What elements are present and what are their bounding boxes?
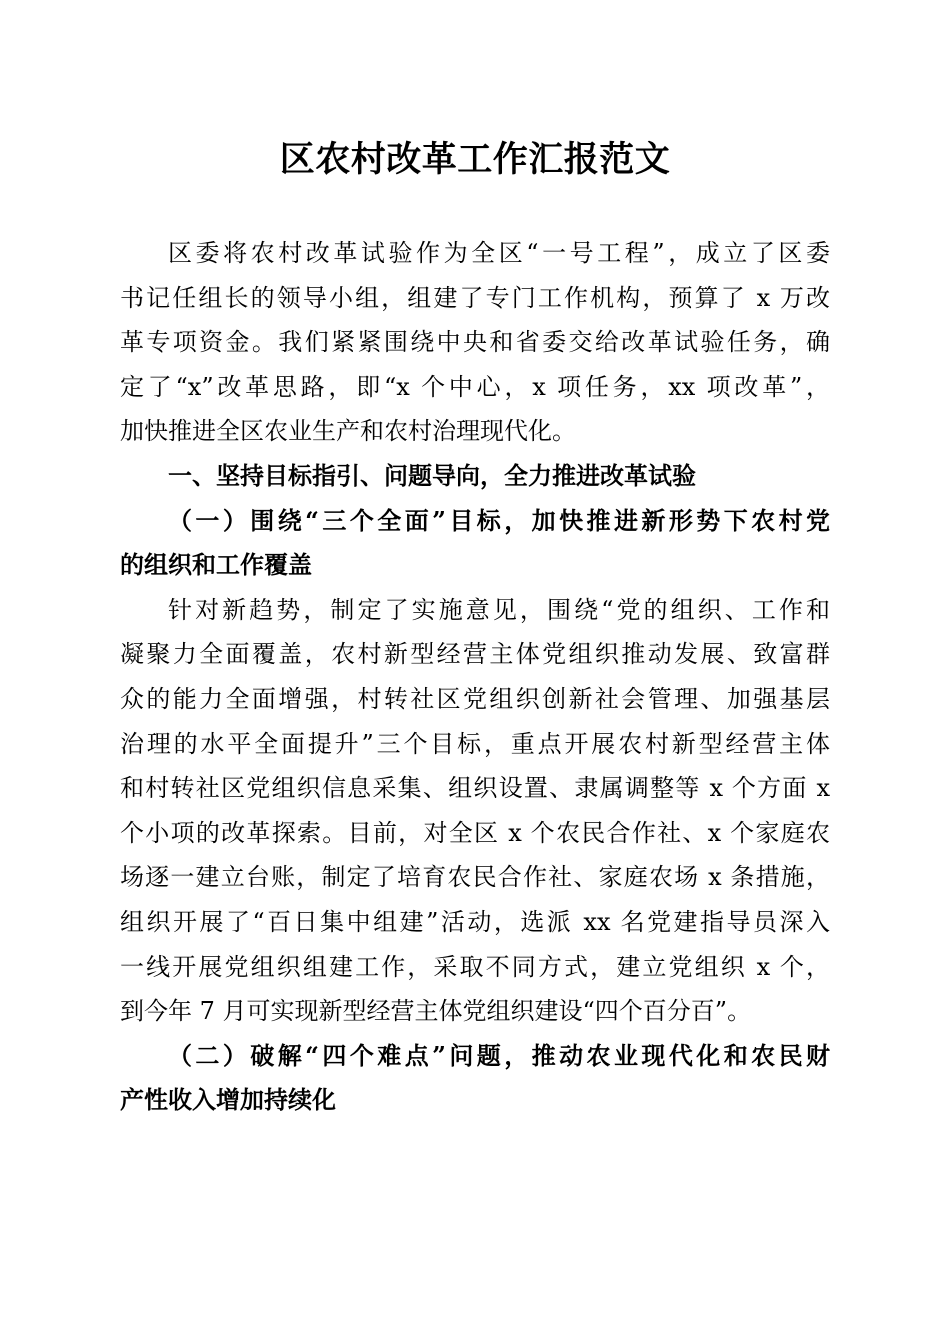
document-title: 区农村改革工作汇报范文 xyxy=(279,139,671,180)
paragraph-line: 场逐一建立台账，制定了培育农民合作社、家庭农场 x 条措施， xyxy=(120,863,830,892)
paragraph-line: 加快推进全区农业生产和农村治理现代化。 xyxy=(120,417,576,446)
document-body xyxy=(120,231,830,1123)
subsection-heading-1 xyxy=(120,499,830,588)
paragraph-line: 针对新趋势，制定了实施意见，围绕“党的组织、工作和 xyxy=(168,595,830,624)
paragraph-line: 治理的水平全面提升”三个目标，重点开展农村新型经营主体 xyxy=(120,729,830,758)
section-heading-1 xyxy=(120,454,830,499)
intro-paragraph xyxy=(120,231,830,454)
paragraph-line: 和村转社区党组织信息采集、组织设置、隶属调整等 x 个方面 x xyxy=(120,774,830,803)
subsection-heading-2 xyxy=(120,1034,830,1123)
subheading-line: （一）围绕“三个全面”目标，加快推进新形势下农村党 xyxy=(168,505,830,535)
paragraph-line: 定了“x”改革思路，即“x 个中心，x 项任务，xx 项改革”， xyxy=(120,372,830,401)
paragraph-line: 众的能力全面增强，村转社区党组织创新社会管理、加强基层 xyxy=(120,684,830,713)
paragraph-line: 组织开展了“百日集中组建”活动，选派 xx 名党建指导员深入 xyxy=(120,907,830,936)
body-paragraph-1 xyxy=(120,588,830,1034)
paragraph-line: 凝聚力全面覆盖，农村新型经营主体党组织推动发展、致富群 xyxy=(120,640,830,669)
paragraph-line: 革专项资金。我们紧紧围绕中央和省委交给改革试验任务，确 xyxy=(120,328,830,357)
paragraph-line: 一线开展党组织组建工作，采取不同方式，建立党组织 x 个， xyxy=(120,952,830,981)
paragraph-line: 个小项的改革探索。目前，对全区 x 个农民合作社、x 个家庭农 xyxy=(120,818,830,847)
paragraph-line: 区委将农村改革试验作为全区“一号工程”，成立了区委 xyxy=(168,239,830,267)
subheading-line: 产性收入增加持续化 xyxy=(120,1085,336,1115)
subheading-line: （二）破解“四个难点”问题，推动农业现代化和农民财 xyxy=(168,1040,830,1070)
heading-line: 一、坚持目标指引、问题导向，全力推进改革试验 xyxy=(168,461,696,490)
paragraph-line: 书记任组长的领导小组，组建了专门工作机构，预算了 x 万改 xyxy=(120,283,830,312)
paragraph-line: 到今年 7 月可实现新型经营主体党组织建设“四个百分百”。 xyxy=(120,997,752,1026)
subheading-line: 的组织和工作覆盖 xyxy=(120,550,312,580)
